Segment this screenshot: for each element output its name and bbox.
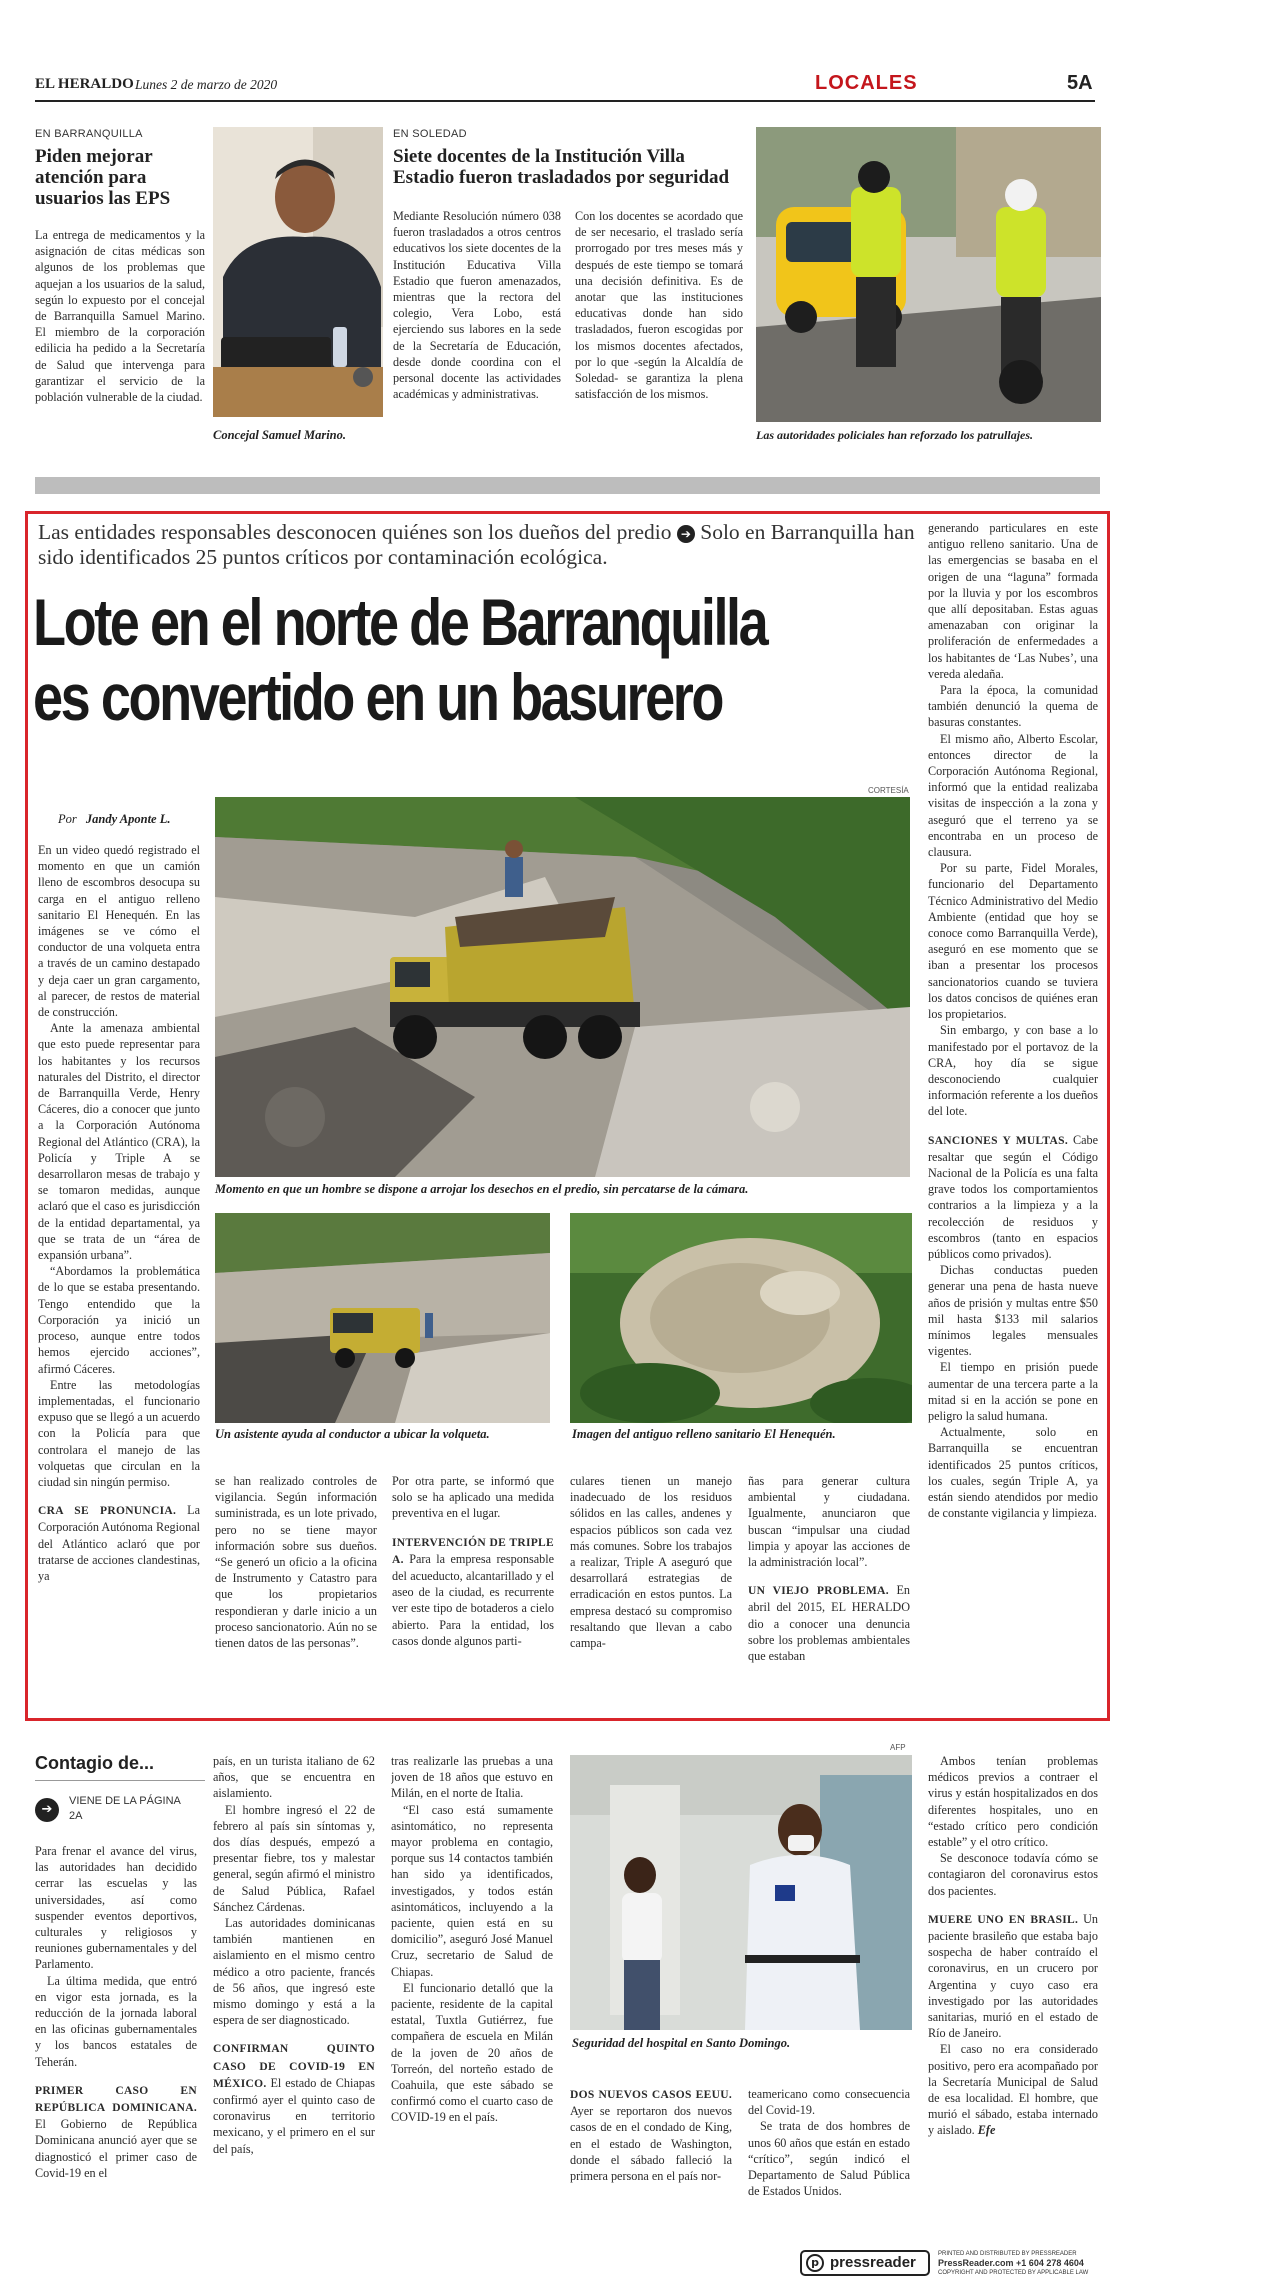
brief2-col1: Mediante Resolución número 038 fueron trasladados a otros centros educativos los siete docentes de la Institución Educativa Villa Estadio que fueron amenazados, mientras que la rectora del colegio, Vera Lobo, está ejerciendo sus labores en la sede de la Secretaría de Educación, desde donde coordina con el personal docente las actividades académicas y administrativas.: [393, 209, 561, 402]
bottom-col3-p1: tras realizarle las pruebas a una joven de 18 años que estuvo en Milán, en el norte de Italia.: [391, 1754, 553, 1801]
right-p3: El mismo año, Alberto Escolar, entonces director de la Corporación Autónoma Regional, informó que la entidad realizaba visitas de inspección a la zona y aseguró que el terreno ya se encontraba en un proceso de clausura.: [928, 731, 1098, 860]
bottom-right-p1: Ambos tenían problemas médicos previos a contraer el virus y están hospitalizados en dos diferentes hospitales, uno en “estado crítico pero condición estable” y el otro crítico.: [928, 1754, 1098, 1850]
bottom-col1-p3: El Gobierno de República Dominicana anunció ayer que se diagnosticó el primer caso de Covid-19 en el: [35, 2117, 197, 2180]
afp-credit: AFP: [890, 1743, 906, 1752]
small-photo1-caption: Un asistente ayuda al conductor a ubicar la volqueta.: [215, 1427, 490, 1441]
main-col5-p2: En abril del 2015, EL HERALDO dio a conocer una denuncia sobre los problemas ambientales que estaban: [748, 1583, 910, 1664]
headline-line1: Lote en el norte de Barranquilla: [33, 585, 767, 659]
bottom-right-sign: Efe: [977, 2123, 996, 2138]
deck-part1: Las entidades responsables desconocen quiénes son los dueños del predio: [38, 520, 672, 544]
truck-assist-photo: [215, 1213, 550, 1423]
brief1-headline: Piden mejorar atención para usuarios las EPS: [35, 146, 171, 209]
landfill-photo: [570, 1213, 912, 1423]
issue-date: Lunes 2 de marzo de 2020: [135, 77, 278, 92]
main-col3-p1: Por otra parte, se informó que solo se ha aplicado una medida preventiva en el lugar.: [392, 1474, 554, 1521]
masthead-rule: [35, 100, 1095, 102]
bottom-col2-p1: país, en un turista italiano de 62 años, que se encuentra en aislamiento.: [213, 1754, 375, 1801]
bottom-right-p4: El caso no era considerado positivo, pero era acompañado por la Secretaría Municipal de Salud de esa localidad. El hombre, que murió el sábado, estaba internado y aislado.: [928, 2042, 1098, 2138]
bottom-col4-p1: Ayer se reportaron dos nuevos casos de en el condado de King, en el estado de Washington, donde el sábado falleció la primera persona en el país nor-: [570, 2104, 732, 2184]
pressreader-line1: PRINTED AND DISTRIBUTED BY PRESSREADER: [938, 2251, 1077, 2257]
police-photo: [756, 127, 1101, 422]
cra-kicker: CRA SE PRONUNCIA.: [38, 1505, 177, 1518]
bottom-col2-p2: El hombre ingresó el 22 de febrero al país sin síntomas y, dos días después, empezó a presentar fiebre, tos y malestar general, según afirmó el ministro de Salud Pública, Rafael Sánchez Cárdenas.: [213, 1802, 375, 1914]
eeuu-kicker: DOS NUEVOS CASOS EEUU.: [570, 2089, 732, 2101]
main-col5-p1: ñas para generar cultura ambiental y ciudadana. Igualmente, anunciaron que buscan “impulsar una ciudad limpia y apoyar las acciones de la administración local”.: [748, 1474, 910, 1570]
bottom-col1: [35, 1843, 197, 2243]
byline-name: Jandy Aponte L.: [85, 812, 171, 826]
headline-line2: es convertido en un basurero: [33, 660, 722, 734]
bottom-headline-rule: [35, 1780, 205, 1781]
bottom-col2-p4: El estado de Chiapas confirmó ayer el quinto caso de coronavirus en territorio mexicano, y el primero en el sur del país,: [213, 2075, 375, 2156]
small-photo2-caption: Imagen del antiguo relleno sanitario El Henequén.: [572, 1427, 836, 1441]
right-p4: Por su parte, Fidel Morales, funcionario del Departamento Técnico Administrativo del Medio Ambiente (entidad que hoy se conoce como Barranquilla Verde), aseguró en ese momento que se iban a presentar los procesos sancionatorios cuando se tuviera los datos concisos de quiénes eran los propietarios.: [928, 861, 1098, 1022]
bottom-right-p2: Se desconoce todavía cómo se contagiaron del coronavirus estos dos pacientes.: [928, 1851, 1098, 1898]
pressreader-icon: p: [806, 2254, 824, 2272]
brief1-tag: EN BARRANQUILLA: [35, 128, 143, 140]
byline: [58, 812, 170, 827]
bottom-col3: [391, 1753, 553, 2243]
pressreader-line3: COPYRIGHT AND PROTECTED BY APPLICABLE LAW: [938, 2270, 1089, 2276]
bottom-col3-p2: “El caso está sumamente asintomático, no representa mayor problema en contagio, porque sus 14 contactos también han sido ya identificados, investigados, y todos están asintomáticos, incluyendo a la paciente, quien está en su domicilio”, aseguró José Manuel Cruz, secretario de Salud de Chiapas.: [391, 1802, 553, 1979]
bottom-col5-p2: Se trata de dos hombres de unos 60 años que están en estado “crítico”, según indicó el Departamento de Salud Pública de Estados Unidos.: [748, 2119, 910, 2199]
main-photo-caption: Momento en que un hombre se dispone a arrojar los desechos en el predio, sin percatarse de la cámara.: [215, 1182, 749, 1196]
main-col4: culares tienen un manejo inadecuado de los residuos sólidos en las calles, andenes y espacios públicos son cada vez más comunes. Sobre los trabajos a realizar, Triple A aseguró que desarrollará estrategias de erradicación en estos puntos. La empresa destacó su compromiso resaltando que llevan a cabo campa-: [570, 1474, 732, 1651]
brief2-caption: Las autoridades policiales han reforzado los patrullajes.: [756, 428, 1034, 442]
triplea-kicker: INTERVENCIÓN DE TRIPLE A.: [392, 1536, 554, 1566]
pressreader-badge[interactable]: [800, 2246, 1100, 2280]
viene-de-label: VIENE DE LA PÁGINA 2A: [69, 1795, 181, 1822]
right-p8: El tiempo en prisión puede aumentar de una tercera parte a la mitad si en la acción se pone en peligro la salud humana.: [928, 1360, 1098, 1423]
right-p6: Cabe resaltar que según el Código Nacional de la Policía es una falta grave todos los comportamientos contrarios a la limpieza y a la recolección de residuos y escombros (tanto en espacios públicos como privados).: [928, 1132, 1098, 1261]
right-p1: generando particulares en este antiguo relleno sanitario. Una de las emergencias se basaba en el origen de una “laguna” formada por la lluvia y por los escombros que allí depositaban. Estas aguas amenazaban con originar la proliferación de enfermedades a los habitantes de ‘Las Nubes’, una vereda aledaña.: [928, 521, 1098, 681]
brasil-kicker: MUERE UNO EN BRASIL.: [928, 1913, 1079, 1926]
main-headline: [33, 585, 767, 735]
bottom-headline: Contagio de...: [35, 1753, 154, 1773]
right-p7: Dichas conductas pueden generar una pena de hasta nueve años de prisión y multas entre $50 mil hasta $133 mil salarios mínimos legales mensuales vigentes.: [928, 1263, 1098, 1359]
brief2-headline: Siete docentes de la Institución Villa Estadio fueron trasladados por seguridad: [393, 146, 730, 188]
bottom-col2-p3: Las autoridades dominicanas también mantienen en aislamiento en el mismo centro médico a otro paciente, francés de 56 años, que ingresó este mismo domingo y está a la espera de ser diagnosticado.: [213, 1916, 375, 2028]
dump-truck-photo: [215, 797, 910, 1177]
right-p5: Sin embargo, y con base a lo manifestado por el portavoz de la CRA, hoy día se sigue desconociendo cualquier información referente a los dueños del lote.: [928, 1023, 1098, 1119]
main-col3-p2: Para la empresa responsable del acueducto, alcantarillado y el aseo de la ciudad, es recurrente ver este tipo de botaderos a cielo abierto. Para la entidad, los casos donde algunos parti-: [392, 1551, 554, 1648]
brief1-body: La entrega de medicamentos y la asignación de citas médicas son algunos de los problemas que aquejan a los usuarios de la salud, según lo expuesto por el concejal de Barranquilla Samuel Marino. El miembro de la corporación edilicia ha pedido a la Secretaría de Salud que intervenga para garantizar el servicio de la población vulnerable de la ciudad.: [35, 228, 205, 405]
sanciones-kicker: SANCIONES Y MULTAS.: [928, 1134, 1068, 1147]
section-divider: [35, 477, 1100, 494]
bottom-col2: [213, 1753, 375, 2243]
main-col1-p4: Entre las metodologías implementadas, el funcionario expuso que se llegó a un acuerdo con la Policía para que controlara el manejo de las volquetas que circulan en la ciudad sin ningún permiso.: [38, 1377, 200, 1489]
bottom-col4: [570, 2086, 732, 2246]
bottom-col1-p1: Para frenar el avance del virus, las autoridades han decidido cerrar las escuelas y las universidades, así como suspender eventos deportivos, culturales y religiosos y reuniones gubernamentales y del Parlamento.: [35, 1844, 197, 1972]
byline-prefix: Por: [58, 812, 77, 826]
pressreader-logo: [800, 2250, 930, 2276]
pressreader-info: [938, 2250, 1100, 2277]
bottom-right-col: [928, 1753, 1098, 2243]
hospital-caption: Seguridad del hospital en Santo Domingo.: [572, 2036, 791, 2050]
brief2-tag: EN SOLEDAD: [393, 128, 467, 140]
bottom-col5-p1: teamericano como consecuencia del Covid-19.: [748, 2087, 910, 2118]
pressreader-line2: PressReader.com +1 604 278 4604: [938, 2258, 1084, 2268]
dominicana-kicker: PRIMER CASO EN REPÚBLICA DOMINICANA.: [35, 2084, 197, 2115]
bottom-right-p3: Un paciente brasileño que estaba bajo sospecha de haber contraído el coronavirus, en un crucero por Argentina y cuyo caso era investigado por las autoridades sanitarias, murió en el estado de Río de Janeiro.: [928, 1911, 1098, 2041]
section-name: LOCALES: [815, 72, 918, 94]
bottom-col3-p3: El funcionario detalló que la paciente, residente de la capital estatal, Tuxtla Gutiérrez, fue compañera de escuela en Milán de la joven de 20 años de Torreón, del norteño estado de Coahuila, que este sábado se confirmó como el cuarto caso de COVID-19 en el país.: [391, 1980, 553, 2125]
main-col1-tail: La Corporación Autónoma Regional del Atlántico aclaró que por tratarse de acciones clandestinas, ya: [38, 1503, 200, 1583]
arrow-right-icon: ➔: [35, 1798, 59, 1822]
pressreader-brand: pressreader: [830, 2254, 916, 2271]
deck-part2: Solo en Barranquilla han sido identificados 25 puntos críticos por contaminación ecológica.: [38, 520, 915, 569]
main-col2: se han realizado controles de vigilancia. Según información suministrada, es un lote privado, pero no se tiene mayor información sobre sus dueños. “Se generó un oficio a la oficina de Instrumento y Catastro para que los propietarios respondieran y darle inicio a un proceso sancionatorio. Aún no se tienen datos de las personas”.: [215, 1474, 377, 1651]
viejo-problema-kicker: UN VIEJO PROBLEMA.: [748, 1585, 889, 1598]
right-p9: Actualmente, solo en Barranquilla se encuentran identificados 25 puntos críticos, los cuales, según Triple A, ya están siendo atendidos por medio de constante vigilancia y limpieza.: [928, 1425, 1098, 1521]
main-col5: [748, 1473, 910, 1703]
main-col1-p2: Ante la amenaza ambiental que esto puede representar para los habitantes y los recursos naturales del Distrito, el director de Barranquilla Verde, Henry Cáceres, dio a conocer que junto a la Corporación Autónoma Regional del Atlántico (CRA), la Policía y Triple A se desarrollaron mesas de trabajo y se tomaron medidas, aunque aclaró que el caso es jurisdicción de la entidad departamental, ya que se trata de un “área de expansión urbana”.: [38, 1021, 200, 1263]
bottom-col5: [748, 2086, 910, 2246]
main-col3: [392, 1473, 554, 1703]
paper-name: EL HERALDO: [35, 76, 134, 92]
main-col1-p1: En un video quedó registrado el momento en que un camión lleno de escombros desocupa su carga en el antiguo relleno sanitario El Henequén. En las imágenes se ve cómo el conductor de una volqueta entra a través de un camino destapado y deja caer un gran cargamento, al parecer, de restos de material de construcción.: [38, 843, 200, 1020]
main-col1-p3: “Abordamos la problemática de lo que se estaba presentando. Tengo entendido que la Corporación ya inició un proceso, aunque entre todos hemos ejercido acciones”, afirmó Cáceres.: [38, 1264, 200, 1376]
viene-de-link[interactable]: [35, 1792, 205, 1836]
marino-photo: [213, 127, 383, 417]
right-p2: Para la época, la comunidad también denunció la quema de basuras constantes.: [928, 683, 1098, 730]
brief2-col2: Con los docentes se acordado que de ser necesario, el traslado sería prorrogado por tres meses más y después de este tiempo se tomará una decisión definitiva. Es de anotar que las instituciones educativas donde han sido trasladados, fueron escogidas por los mismos docentes afectados, por lo que -según la Alcaldía de Soledad- se garantiza la plena satisfacción de los mismos.: [575, 209, 743, 402]
main-col1: [38, 842, 200, 1622]
hospital-photo: [570, 1755, 912, 2030]
mexico-kicker: CONFIRMAN QUINTO CASO DE COVID-19 EN MÉXICO.: [213, 2043, 375, 2090]
brief1-caption: Concejal Samuel Marino.: [213, 428, 347, 442]
page-number: 5A: [1067, 72, 1093, 94]
masthead: [35, 72, 1095, 102]
photo-credit: CORTESÍA: [868, 786, 909, 795]
main-right-col: [928, 520, 1098, 1710]
bottom-col1-p2: La última medida, que entró en vigor esta jornada, es la reducción de la jornada laboral en las oficinas gubernamentales y los bancos estatales de Teherán.: [35, 1973, 197, 2069]
arrow-right-icon: ➔: [677, 525, 695, 543]
main-deck: [38, 520, 918, 570]
